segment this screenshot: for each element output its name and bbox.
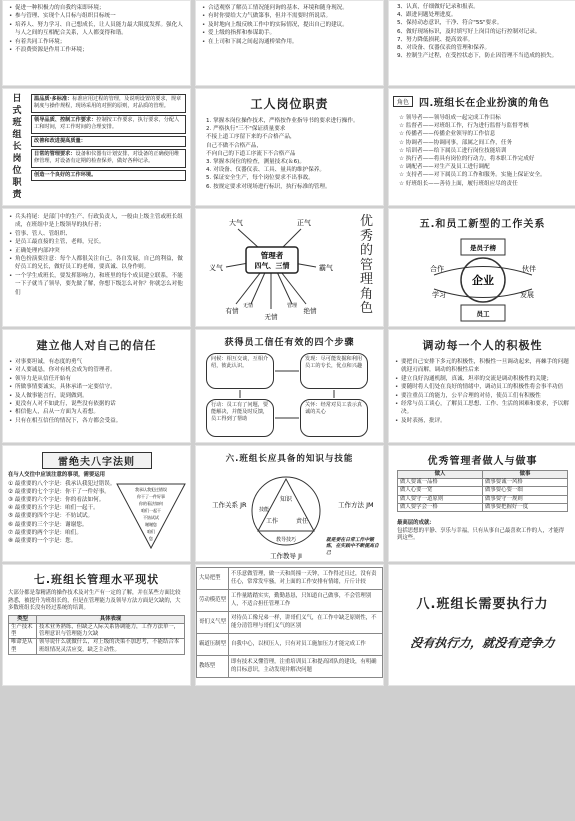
title-char: 长 (12, 142, 22, 152)
list-item: 7、努力降低损耗、提高效率。 (397, 36, 474, 43)
step-box: 发现：尽可能发掘和利用员工的专长，优点和兴趣 (300, 353, 368, 389)
list-item: 1. 掌握本岗位操作技术，严格按作业指导书的要求进行操作。 (206, 118, 359, 124)
box-head: 领导品质、控制工作要求： (34, 116, 97, 123)
box-text: 控制按工作要求，执行要求，分配人工和时间，对工作时间的合理安排。 (34, 116, 180, 131)
list-item: 自己不做不合格产品， (206, 142, 262, 149)
list-item: ☆ 协调者——协调同事，部属之间工作，任务 (399, 139, 513, 146)
slide-title: 五.和员工新型的工作关系 (419, 219, 546, 230)
slide-title: 四.班组长在企业扮演的角色 (419, 98, 550, 109)
pyramid-text: 我承认我犯过错误 (135, 486, 167, 492)
slide-16[interactable] (2, 564, 191, 686)
table-cell: 做人心要一宽 (398, 487, 483, 495)
label-bottom-left: 有情 (225, 307, 239, 315)
table-cell: 技术业务熟练，但缺乏人际关系协调能力，工作方法单一，管理意识与管理能力欠缺 (37, 623, 185, 638)
list-item: ☆ 好班组长——善待上面，履行班组应尽的责任 (399, 180, 518, 187)
word-bottom-right: 发展 (520, 291, 534, 299)
note: 就是要在日常工作中锻炼，在实践中不断提高自己 (326, 537, 379, 556)
bullet: • 参与管理、实现个人目标与组织目标统一 (9, 12, 184, 20)
intro: 在与人交往中应该注意的事项，需要运用 (8, 472, 106, 478)
side-vertical-text (360, 215, 373, 317)
side-char: 管 (359, 257, 373, 273)
table-cell: 哥们义气型 (197, 612, 229, 634)
list-item: 2. 严格执行"三不"保证质量要求 (206, 126, 286, 133)
list-item: ☆ 传播者——传播企业领导的工作信息 (399, 131, 496, 138)
slogan: 没有执行力，就没有竞争力 (409, 636, 556, 650)
table-cell: 即有技术又懂管理，注重培训员工和提高团队的建设，有明确的目标意识，主动发现并解决问题 (229, 656, 383, 678)
do-table (397, 470, 568, 512)
slide-2[interactable] (195, 0, 384, 86)
left-label: 工作关系 JR (212, 501, 247, 509)
list-item: ③ 最重要的六个字是：你的看法如何。 (8, 497, 105, 503)
box-head: 温品质·多标准： (34, 96, 73, 102)
list-item: 5. 保证安全生产，每个岗位要求不出事故。 (206, 175, 314, 182)
table-cell: 对待员工像兄弟一样，讲哥们义气，在工作中缺乏原则性，不能分清管理与哥们义气的区别 (229, 612, 383, 634)
word-bottom-left: 学习 (432, 291, 446, 299)
circle-text: 教导技巧 (275, 537, 297, 543)
word-left: 合作 (430, 265, 444, 273)
list-item: 不向自己的下道工序流下不合格产品 (206, 150, 296, 157)
list-item: ④ 最重要的五个字是：咱们一起干。 (8, 505, 99, 512)
slide-4[interactable] (2, 88, 191, 206)
title-char: 日 (12, 94, 22, 104)
center-text-1: 管理者 (260, 251, 284, 260)
list-item: 不接上道工序留下来的不合格产品， (206, 134, 296, 141)
slide-15[interactable] (388, 445, 575, 562)
slide-18[interactable] (388, 564, 575, 686)
slide-8[interactable] (195, 208, 384, 327)
word-bottom: 员工 (476, 310, 490, 318)
step-box: 问候：相互交谈，互相介绍，彼此认识。 (206, 353, 274, 389)
step-box: 关怀：经常对员工表示真诚的关心 (300, 399, 368, 437)
relationship-diagram (389, 233, 575, 327)
table-row (197, 612, 383, 634)
bullet: • 对人要诚恳，你对有机会成为的管理者。 (9, 366, 184, 374)
bullet: • 建立良好沟通机制，真诚、坦率的交流是调动积极性的关键； (395, 375, 570, 383)
list-item: ⑥ 最重要的三个字是：谢谢您。 (8, 521, 88, 528)
footer-head: 最高层的成就： (397, 520, 435, 527)
table-cell: 做事要守一规则 (483, 495, 568, 503)
side-char: 角 (359, 286, 373, 302)
table-cell: 工作量踏踏实实，勤勤恳恳，只知道自己做事，不会管理别人，不适合担任管理工作 (229, 590, 383, 612)
circle-text: 工作 (265, 518, 279, 525)
circle-text: 知识 (279, 496, 293, 503)
bullet: • 管事、管人、管组织、 (9, 230, 184, 238)
duty-box (31, 170, 186, 181)
slide-title: 六.班组长应具备的知识与技能 (225, 454, 354, 464)
word-center: 企业 (472, 274, 494, 287)
table-cell: 劳动模范型 (197, 590, 229, 612)
table-cell: 领导说什么就做什么，对上级的决策不加思考，不能结合本班组情况灵活应变，缺乏主动性。 (37, 639, 185, 654)
table-row (197, 634, 383, 656)
list-item: ☆ 培训者——给下属员工进行岗位技能培训 (399, 147, 507, 154)
label-right: 霸气 (319, 264, 333, 272)
list-item: 4. 对设备、仪器仪表、工具、量具的维护保养。 (206, 167, 325, 174)
slide-title: 获得员工信任有效的四个步骤 (224, 338, 355, 348)
table-row (197, 590, 383, 612)
table-row (197, 656, 383, 678)
bullet: • 促进一种积极力的自我约束即环境； (9, 4, 184, 12)
table-cell: 做事要心要一细 (483, 487, 568, 495)
list-item: 5、保持动态意识，干净、符合"5S"要求。 (397, 20, 503, 27)
word-top: 是员子榜 (470, 244, 496, 252)
box-head: 创造一个良好的工作环境。 (34, 171, 97, 178)
word-right: 伙伴 (522, 265, 536, 273)
bullet: • 要随时将人们处在良好的情绪中，调动员工的积极性将会事半功倍 (395, 383, 570, 391)
trust-steps (196, 351, 383, 441)
side-char: 秀 (359, 228, 373, 244)
manager-diagram (196, 209, 383, 326)
label-top-right: 正气 (297, 219, 311, 227)
table-row (398, 487, 568, 495)
duty-box (31, 149, 186, 168)
table-header: 具体表现 (37, 615, 185, 623)
bullet: • 爱上级的指挥和参谋助手。 (202, 29, 377, 37)
pyramid-text: 咱们一起干 (141, 507, 161, 513)
box-text: 设备和仪器有计划安排，对设备的正确使用维修管理，对设备有定期的检查保养，做好各种记录。 (34, 151, 180, 165)
list-item: ② 最重要的七个字是：你干了一件好事。 (8, 488, 110, 495)
table-cell: 自我中心，以权压人，只有对员工施加压力才能完成工作 (229, 634, 383, 656)
side-char: 色 (359, 301, 373, 316)
footer-text: 包括思想的平静、享乐与幸福，只有从事自己最喜欢工作的人，才能得到这些。 (397, 527, 565, 542)
list-item: ☆ 支持者——对下属员工的工作和服务。实施上保证安全。 (399, 172, 546, 179)
list-item: ⑧ 最重要的一个字是：您。 (8, 538, 77, 545)
bullet: • 经常与员工谈心，了解员工思想、工作、生活的困难和要求，予以解决。 (395, 400, 570, 417)
title-char: 岗 (12, 154, 22, 164)
table-row (9, 639, 185, 654)
slide-10[interactable] (2, 329, 191, 443)
bullet: • 及人做事能言行，说到做到。 (9, 392, 184, 400)
bullet: • 有着共同工作环境； (9, 38, 184, 46)
duty-box (31, 136, 186, 147)
intro: 大部分都是靠精湛的操作技术及对生产有一定的了解，并在某些方面比较熟悉，被提升为班组长的，但是在管理能力及领导方法方面是欠缺的，大多数班组长没有经过系统的培训。 (8, 590, 181, 612)
slide-title: 雷绝夫八字法则 (42, 452, 152, 469)
table-row (398, 503, 568, 511)
label-bottom: 无情 (264, 313, 278, 321)
table-cell: 霸道压制型 (197, 634, 229, 656)
right-label: 工作方法 JM (338, 501, 374, 509)
circle-text: 责任 (295, 518, 309, 525)
bullet: • 培养人、努力学习、自己想成长，让人员能力最大限度发挥。强化人与人之间的互相配合关系，人人都变得和谐。 (9, 21, 184, 38)
list-item: ⑦ 最重要的两个字是：咱们。 (8, 529, 82, 536)
list-item: 3、认真，仔细做好记录和报表。 (397, 4, 479, 10)
slide-6[interactable] (388, 88, 575, 206)
label-bottom2: 管理 (286, 303, 298, 309)
slide-title: 调动每一个人的积极性 (422, 339, 543, 352)
title-char: 班 (12, 118, 22, 128)
table-cell: 教练型 (197, 656, 229, 678)
bottom-label: 工作教导 JI (270, 552, 302, 560)
list-item: 4、跟进问题处理进度。 (397, 12, 457, 19)
slide-blank-2 (195, 688, 384, 821)
list-item: ☆ 调配者——对生产及员工进行调配 (399, 164, 490, 171)
slide-title: 七.班组长管理水平现状 (33, 573, 160, 586)
step-arrows (196, 351, 383, 441)
table-cell: 做事要把握好一度 (483, 503, 568, 511)
bullet: • 一个学生成班长，要发挥影响力，和班里的每个成员建立联系，不能一下子就当了领导，要先做了解，你想下级怎么对你？你就怎么对他们 (9, 272, 184, 297)
slide-9[interactable] (388, 208, 575, 327)
bullet: • 及时地向上级反映工作中的实际情况，提出自己的建议。 (202, 21, 377, 29)
table-header: 类型 (9, 615, 37, 623)
label-bottom-right: 绝情 (303, 307, 317, 315)
table-row (398, 495, 568, 503)
pyramid-text: 不妨试试 (143, 514, 159, 520)
list-item: ⑤ 最重要的四个字是：不妨试试。 (8, 513, 94, 520)
bullet: • 在上司和下属之间起沟通桥梁作用。 (202, 38, 377, 46)
table-cell: 做事要诚一风格 (483, 479, 568, 487)
step-box: 行动：员工有了问题，要能解决，并能及时反馈，员工得到了帮助 (206, 399, 274, 437)
slide-blank-1 (2, 688, 191, 821)
list-item: 6. 按规定要求对现场进行标识，执行标准的管理。 (206, 183, 331, 190)
bullet: • 对事要坦诚，有态度的勇气 (9, 358, 184, 366)
label-left: 义气 (209, 264, 223, 272)
pyramid-text: 你的看法如何 (139, 500, 163, 506)
box-head: 改善和改进提高质量： (34, 137, 86, 144)
title-char: 位 (12, 166, 22, 176)
title-char: 组 (12, 130, 22, 140)
list-item: ☆ 领导者——领导组成一起完成工作目标 (399, 115, 501, 121)
table-row (9, 623, 185, 638)
slide-title: 八.班组长需要执行力 (416, 597, 549, 612)
bullet: • 是员工最直接的主管，老师，兄长。 (9, 238, 184, 246)
duty-box (31, 94, 186, 113)
slide-blank-3 (388, 688, 575, 821)
bullet: • 相信他人，启从一方面为人着想。 (9, 408, 184, 416)
bullet: • 正确处理内部冲突 (9, 247, 184, 255)
title-char: 职 (12, 178, 22, 188)
role-tag: 角色 (393, 96, 413, 107)
slide-title: 建立他人对自己的信任 (36, 339, 157, 352)
slide-12[interactable] (388, 329, 575, 443)
slide-13[interactable] (2, 445, 191, 562)
table-row (197, 568, 383, 590)
title-char: 责 (12, 190, 22, 200)
bullet: • 兵头将尾：是部门中的生产、行政负责人，一般由上级主管或班长组成，在班组中是上级领导的执行者； (9, 213, 184, 230)
slide-title: 工人岗位职责 (250, 97, 329, 111)
list-item: ① 最重要的八个字是：我承认我犯过错误。 (8, 480, 115, 487)
slide-title: 优秀管理者做人与做事 (427, 456, 538, 467)
table-cell: 不乐意做管理，做一天和尚撞一天钟，工作得过且过，没有责任心，常常发牢骚，对上面的工作安排有情绪，斤斤计较 (229, 568, 383, 590)
pyramid-text: 你干了一件好事 (137, 493, 165, 499)
slide-11[interactable] (195, 329, 384, 443)
box-text: 标准应用过程的管理，及说明设置的要求，规章制度与操作规程，现场采用的对照的原则，对品质的管理。 (34, 96, 182, 110)
box-head: 日常的管理要求： (34, 151, 76, 158)
list-item: 6、做好现场标识，及时填写好上岗目的运行控制对记录。 (397, 28, 541, 35)
slide-5[interactable] (195, 88, 384, 206)
bullet: • 更没有人对不如此行，说些没有依据的话 (9, 400, 184, 408)
pyramid-diagram (115, 480, 187, 550)
status-table (8, 615, 185, 655)
slide-7[interactable] (2, 208, 191, 327)
bullet: • 有时你要给大力气做第事，但并不需要时所说话。 (202, 12, 377, 20)
center-text-2: 四气、三情 (254, 262, 290, 270)
title-char: 式 (12, 106, 22, 116)
bullet: • 不浪费资源是作用工作环境； (9, 46, 184, 54)
slide-17[interactable] (195, 564, 384, 686)
table-row (9, 615, 185, 623)
bullet: • 及时表扬，批评。 (395, 417, 570, 425)
circle-text: 技能 (258, 507, 270, 513)
slide-3[interactable] (388, 0, 575, 86)
side-char: 优 (359, 214, 373, 229)
bullet: • 要把自己安排下多元的积极性，积极性一旦调动起来，再棘手的问题就迎刃而解，调动的积极性后来 (395, 358, 570, 375)
pyramid-text: 谢谢您 (145, 521, 157, 527)
label-top-left: 大气 (229, 219, 243, 227)
bullet: • 要注重员工的能力，公平合理的对待，使员工们有积极性 (395, 392, 570, 400)
table-header: 做人 (398, 471, 483, 479)
table-cell: 做人要守一道原则 (398, 495, 483, 503)
bullet: • 角色扮演要注意：每个人都很关注自己，各自发展，自己的利益，做好员工的兄长，做好员工的老师，要真诚、以身作则。 (9, 255, 184, 272)
bullet: • 领导力是从信任开始有 (9, 375, 184, 383)
bullet: • 只有在相互信任的情况下，各方都会受益。 (9, 417, 184, 425)
table-header: 做事 (483, 471, 568, 479)
list-item: 3. 掌握本岗位的检查，测量技术(＆6)。 (206, 159, 305, 166)
side-char: 理 (359, 272, 373, 287)
table-cell: 做人要诚一品格 (398, 479, 483, 487)
table-row (398, 479, 568, 487)
slide-14[interactable] (195, 445, 384, 562)
vertical-title (3, 89, 29, 205)
pyramid-text: 咱们 (147, 528, 155, 534)
slide-1[interactable] (2, 0, 191, 86)
bullet: • 所做事情要诚实，具体承诺一定要信守。 (9, 383, 184, 391)
side-char: 的 (359, 243, 373, 258)
type-table (196, 567, 383, 678)
list-item: 8、对设备、仪器仪表的管理和保养。 (397, 45, 491, 52)
duty-box (31, 115, 186, 134)
list-item: 9、控制生产过程，在受控状态下，防止因管理不当造成的损失。 (397, 53, 558, 60)
table-cell: 做人要学会一格 (398, 503, 483, 511)
list-item: ☆ 执行者——将具有岗位的行动力，将本职工作完成好 (399, 156, 535, 163)
list-item: ☆ 监督者——对班组工作，行为进行监督与监督考核 (399, 123, 529, 130)
table-cell: 大局把型 (197, 568, 229, 590)
table-cell: 唯命是从型 (9, 639, 37, 654)
label-bl2: 无情 (242, 303, 254, 309)
bullet: • 合适观察了解员工情况能问询的基本、环境和随身现况。 (202, 4, 377, 12)
pyramid-text: 您 (149, 535, 153, 541)
table-row (398, 471, 568, 479)
table-cell: 生产技术型 (9, 623, 37, 638)
